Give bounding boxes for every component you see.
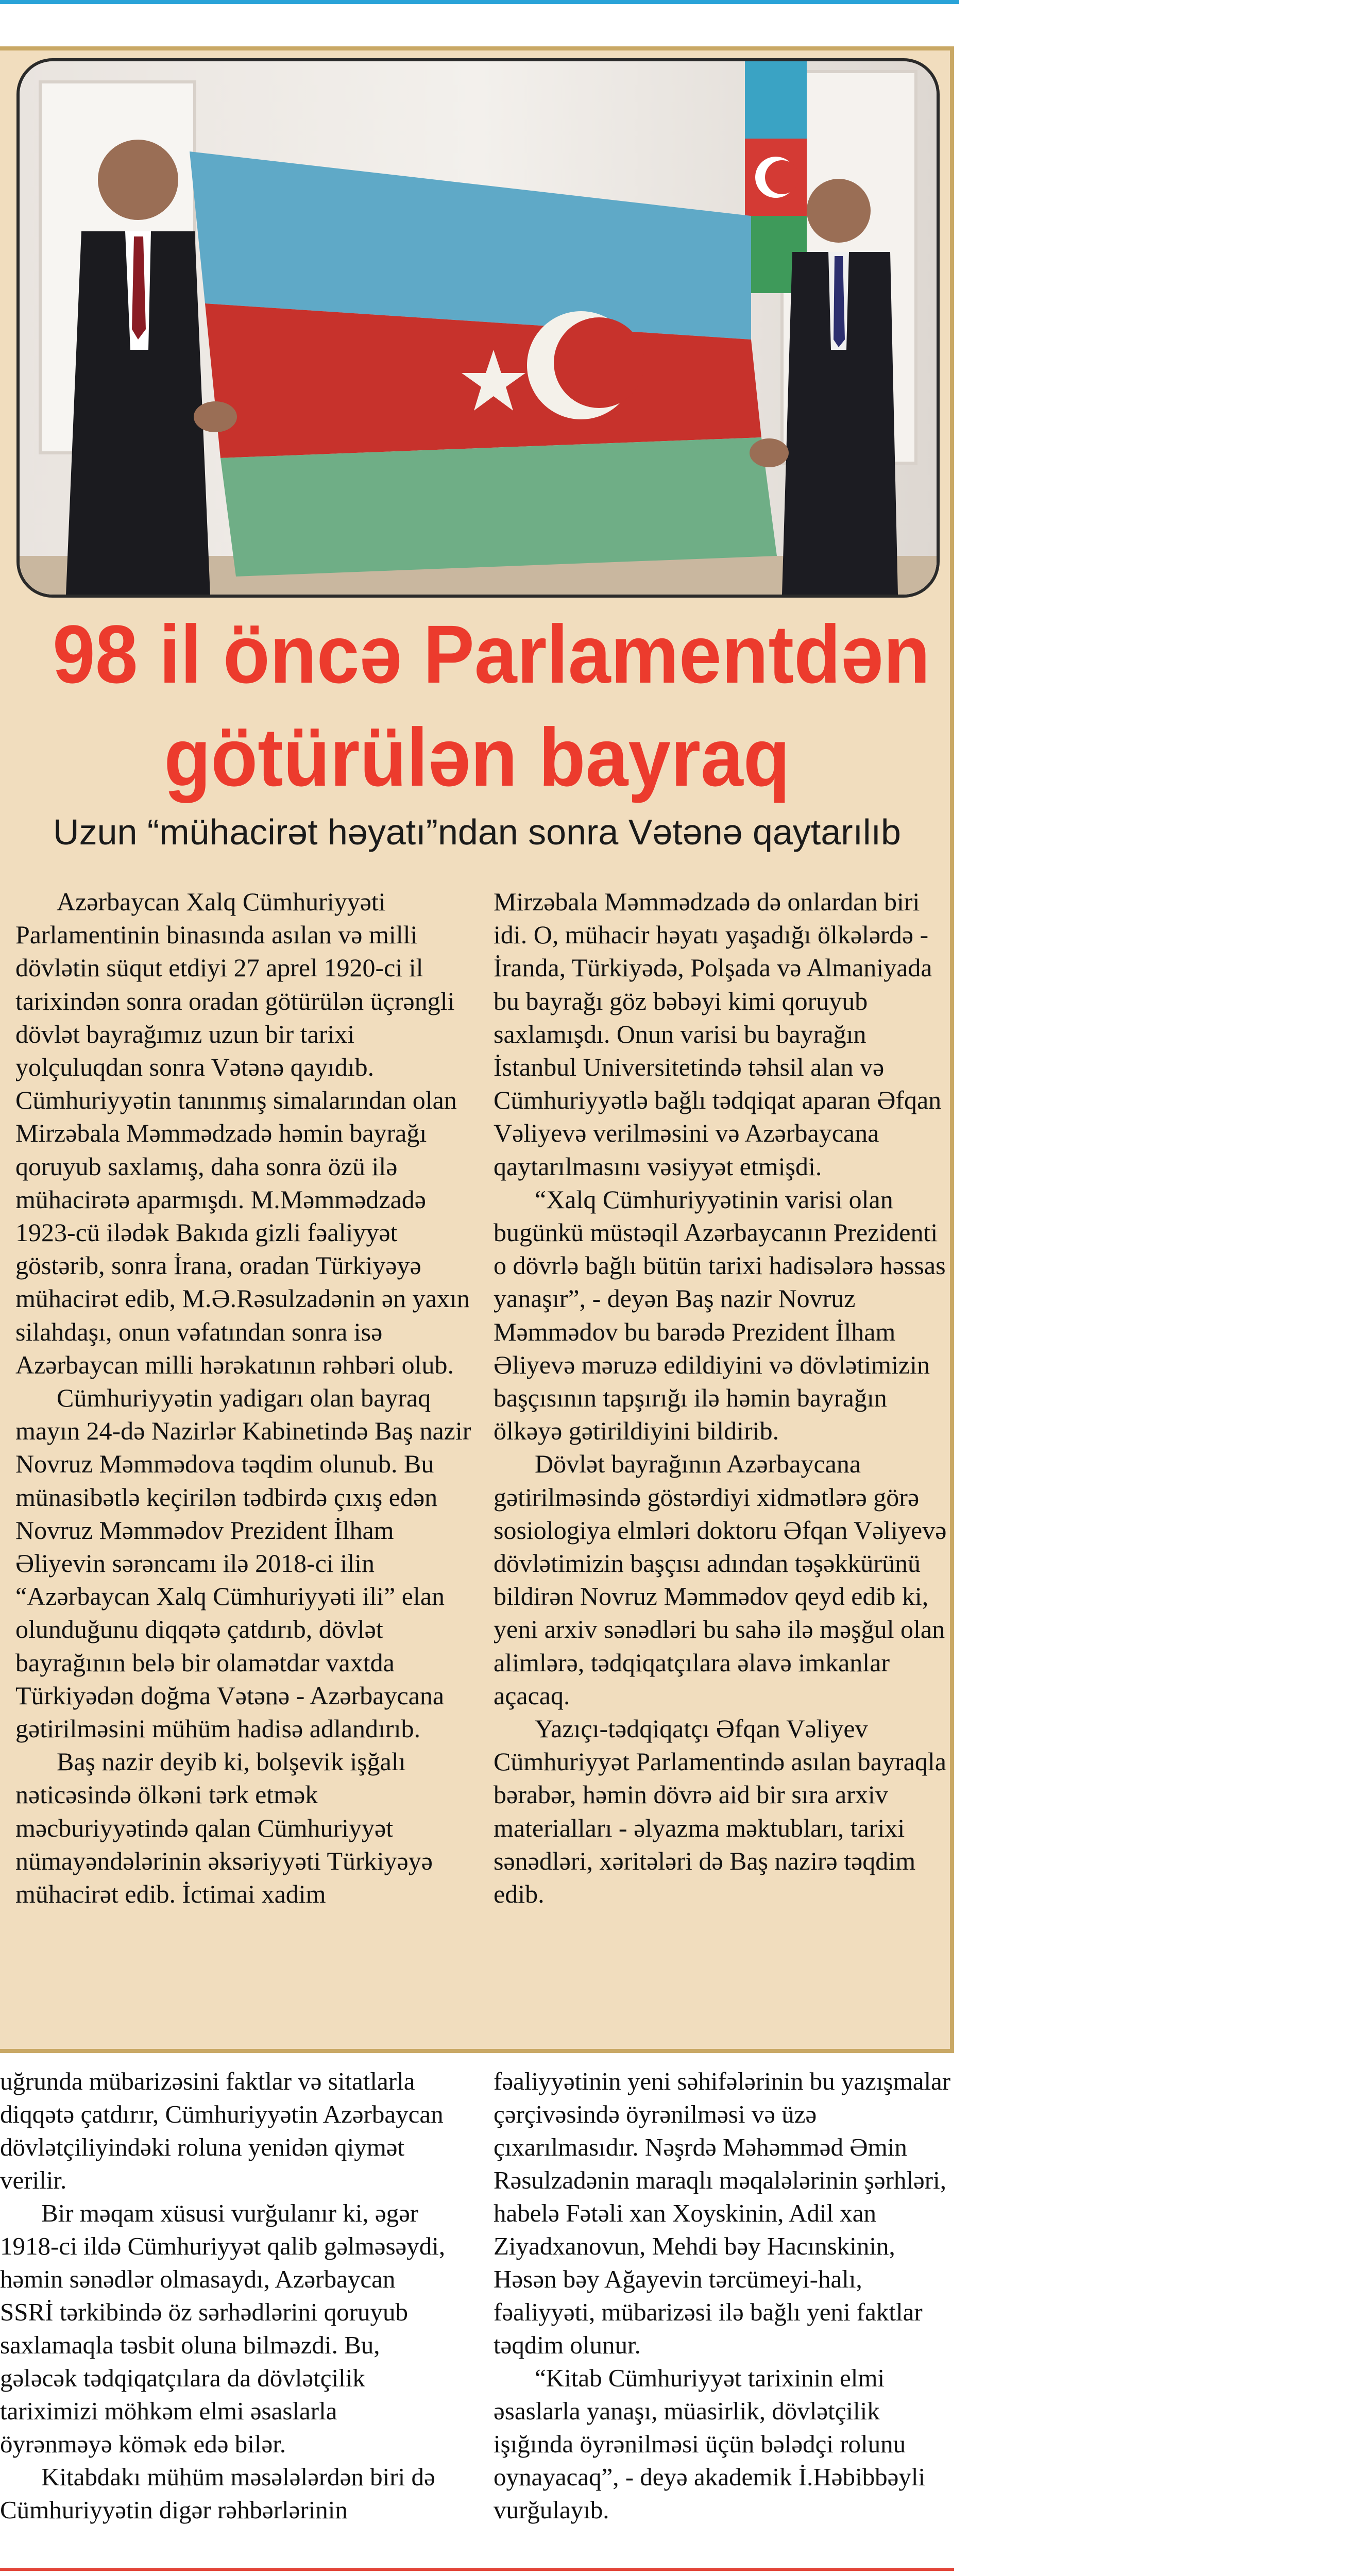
flag-photo bbox=[16, 58, 940, 598]
headline-line-1: 98 il öncə Parlamentdən bbox=[53, 608, 930, 700]
left-hand bbox=[194, 401, 237, 432]
article-paragraph: Mirzəbala Məmmədzadə də onlardan biri idi. O, mühacir həyatı yaşadığı ölkələrdə - İranda, Türkiyədə, Polşada və Almaniyada bu bayrağı göz bəbəyi kimi qoruyub saxlamışdı. Onun varisi bu bayrağın İstanbul Universitetində təhsil alan və Cümhuriyyətlə bağlı tədqiqat aparan Əfqan Vəliyevə verilməsini və Azərbaycana qaytarılmasını vəsiyyət etmişdi. bbox=[494, 887, 942, 1181]
lower-paragraph: Kitabdakı mühüm məsələlərdən biri də Cümhuriyyətin digər rəhbərlərinin bbox=[0, 2463, 435, 2524]
article-paragraph: Yazıçı-tədqiqatçı Əfqan Vəliyev Cümhuriyyət Parlamentində asılan bayraqla bərabər, həmin dövrə aid bir sıra arxiv materialları - əlyazma məktubları, tarixi sənədləri, xəritələri də Baş nazirə təqdim edib. bbox=[494, 1714, 946, 1909]
flag-photo-illustration bbox=[20, 61, 937, 595]
lower-paragraph: fəaliyyətinin yeni səhifələrinin bu yazışmalar çərçivəsində öyrənilməsi və üzə çıxarılmasıdır. Nəşrdə Məhəmməd Əmin Rəsulzadənin maraqlı məqalələrinin şərhləri, habelə Fətəli xan Xoyskinin, Adil xan Ziyadxanovun, Mehdi bəy Hacınskinin, Həsən bəy Ağayevin tərcümeyi-halı, fəaliyyəti, mübarizəsi ilə bağlı yeni faktlar təqdim olunur. bbox=[494, 2067, 951, 2359]
headline bbox=[53, 603, 930, 809]
lower-column-1 bbox=[0, 2065, 453, 2527]
article-paragraph: Dövlət bayrağının Azərbaycana gətirilməsində göstərdiyi xidmətlərə görə sosiologiya elmləri doktoru Əfqan Vəliyevə dövlətimizin başçısı adından təşəkkürünü bildirən Novruz Məmmədov qeyd edib ki, yeni arxiv sənədləri bu sahə ilə məşğul olan alimlərə, tədqiqatçılara əlavə imkanlar açacaq. bbox=[494, 1449, 947, 1710]
article-paragraph: Cümhuriyyətin yadigarı olan bayraq mayın 24-də Nazirlər Kabinetində Baş nazir Novruz Məmmədova təqdim olunub. Bu münasibətlə keçirilən tədbirdə çıxış edən Novruz Məmmədov Prezident İlham Əliyevin sərəncamı ilə 2018-ci ilin “Azərbaycan Xalq Cümhuriyyəti ili” elan olunduğunu diqqətə çatdırıb, dövlət bayrağının belə bir olamətdar vaxtda Türkiyədən doğma Vətənə - Azərbaycana gətirilməsini mühüm hadisə adlandırıb. bbox=[15, 1383, 471, 1743]
lower-column-2 bbox=[494, 2065, 952, 2527]
subheadline: Uzun “mühacirət həyatı”ndan sonra Vətənə qaytarılıb bbox=[53, 812, 901, 852]
right-man-head bbox=[807, 179, 871, 243]
left-man-head bbox=[98, 140, 178, 220]
article-column-2 bbox=[494, 885, 952, 1910]
held-flag-green bbox=[220, 437, 777, 577]
bottom-rule bbox=[0, 2568, 954, 2571]
top-rule bbox=[0, 0, 959, 4]
article-column-1 bbox=[15, 885, 474, 1910]
headline-line-2: götürülən bayraq bbox=[164, 711, 790, 803]
lower-paragraph: Bir məqam xüsusi vurğulanır ki, əgər 1918-ci ildə Cümhuriyyət qalib gəlməsəydi, həmin sənədlər olmasaydı, Azərbaycan SSRİ tərkibində öz sərhədlərini qoruyub saxlamaqla təsbit oluna bilməzdi. Bu, gələcək tədqiqatçılara da dövlətçilik tariximizi möhkəm elmi əsaslarla öyrənməyə kömək edə bilər. bbox=[0, 2199, 446, 2458]
article-paragraph: Azərbaycan Xalq Cümhuriyyəti Parlamentinin binasında asılan və milli dövlətin süqut etdiyi 27 aprel 1920-ci il tarixindən sonra oradan götürülən üçrəngli dövlət bayrağımız uzun bir tarixi yolçuluqdan sonra Vətənə qayıdıb. Cümhuriyyətin tanınmış simalarından olan Mirzəbala Məmmədzadə həmin bayrağı qoruyub saxlamış, daha sonra özü ilə mühacirətə aparmışdı. M.Məmmədzadə 1923-cü ilədək Bakıda gizli fəaliyyət göstərib, sonra İrana, oradan Türkiyəyə mühacirət edib, M.Ə.Rəsulzadənin ən yaxın silahdaşı, onun vəfatından sonra isə Azərbaycan milli hərəkatının rəhbəri olub. bbox=[15, 887, 470, 1379]
pole-flag-blue bbox=[745, 61, 807, 139]
right-hand bbox=[750, 438, 789, 467]
article-paragraph: “Xalq Cümhuriyyətinin varisi olan bugünkü müstəqil Azərbaycanın Prezidenti o dövrlə bağlı bütün tarixi hadisələrə həssas yanaşır”, - deyən Baş nazir Novruz Məmmədov bu barədə Prezident İlham Əliyevə məruzə edildiyini və dövlətimizin başçısının tapşırığı ilə həmin bayrağın ölkəyə gətirildiyini bildirib. bbox=[494, 1184, 946, 1446]
lower-paragraph: uğrunda mübarizəsini faktlar və sitatlarla diqqətə çatdırır, Cümhuriyyətin Azərbaycan dövlətçiliyindəki roluna yenidən qiymət verilir. bbox=[0, 2067, 444, 2194]
lower-paragraph: “Kitab Cümhuriyyət tarixinin elmi əsaslarla yanaşı, müasirlik, dövlətçilik işığında öyrənilməsi üçün bələdçi rolunu oynayacaq”, - deyə akademik İ.Həbibbəyli vurğulayıb. bbox=[494, 2364, 926, 2524]
article-paragraph: Baş nazir deyib ki, bolşevik işğalı nəticəsində ölkəni tərk etmək məcburiyyətində qalan Cümhuriyyət nümayəndələrinin əksəriyyəti Türkiyəyə mühacirət edib. İctimai xadim bbox=[15, 1747, 433, 1909]
